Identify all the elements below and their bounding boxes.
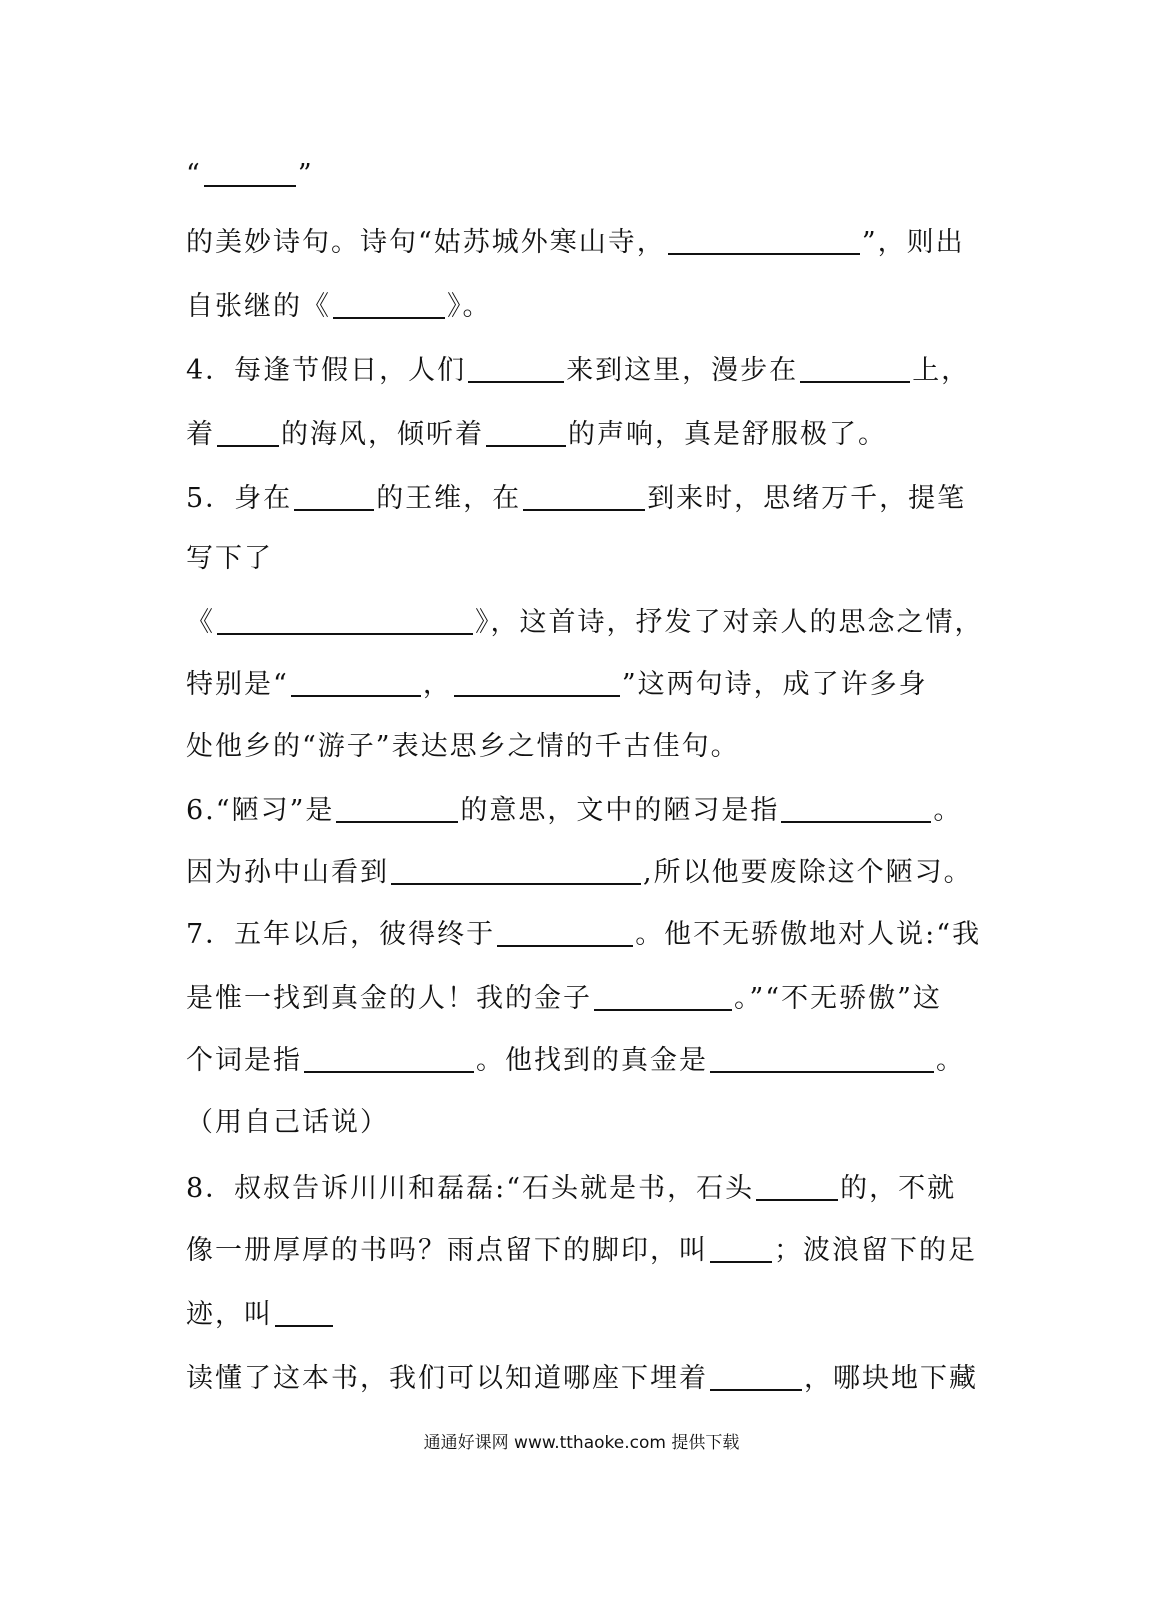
text-line-3 bbox=[186, 282, 966, 332]
blank-11-2[interactable] bbox=[781, 791, 931, 823]
line-5-pre: 着 bbox=[186, 419, 215, 450]
line-4-mid1: 来到这里，漫步在 bbox=[566, 355, 799, 386]
line-12-pre: 因为孙中山看到 bbox=[186, 857, 389, 888]
line-15-post: 。 bbox=[936, 1045, 965, 1076]
page-footer: 通通好课网 www.tthaoke.com 提供下载 bbox=[423, 1433, 740, 1453]
line-20-pre: 读懂了这本书，我们可以知道哪座下埋着 bbox=[186, 1363, 708, 1394]
line-1-pre: “ bbox=[186, 159, 202, 190]
line-11-mid1: 的意思，文中的陋习是指 bbox=[460, 795, 780, 826]
text-line-8 bbox=[186, 598, 984, 648]
line-6-post: 到来时，思绪万千，提笔 bbox=[647, 483, 967, 514]
line-5-mid1: 的海风，倾听着 bbox=[281, 419, 484, 450]
line-8-pre: 《 bbox=[186, 607, 215, 638]
blank-9-2[interactable] bbox=[454, 665, 620, 697]
line-11-pre: 6.“陋习”是 bbox=[186, 795, 335, 826]
line-18-pre: 像一册厚厚的书吗？雨点留下的脚印，叫 bbox=[186, 1235, 708, 1266]
text-line-1 bbox=[186, 150, 966, 200]
blank-15-1[interactable] bbox=[304, 1041, 474, 1073]
text-line-11 bbox=[186, 786, 966, 836]
text-line-6 bbox=[186, 474, 966, 524]
text-line-7 bbox=[186, 534, 966, 584]
blank-18-1[interactable] bbox=[710, 1231, 772, 1263]
line-15-mid1: 。他找到的真金是 bbox=[476, 1045, 708, 1076]
line-5-post: 的声响，真是舒服极了。 bbox=[568, 419, 887, 450]
blank-6-1[interactable] bbox=[294, 479, 374, 511]
blank-4-2[interactable] bbox=[800, 351, 910, 383]
blank-1-1[interactable] bbox=[204, 155, 296, 187]
line-17-post: 的，不就 bbox=[840, 1173, 957, 1204]
blank-5-1[interactable] bbox=[217, 415, 279, 447]
text-line-15 bbox=[186, 1036, 966, 1086]
text-line-19 bbox=[186, 1290, 966, 1340]
text-line-12 bbox=[186, 848, 973, 898]
blank-19-1[interactable] bbox=[275, 1295, 333, 1327]
blank-6-2[interactable] bbox=[523, 479, 645, 511]
line-1-post: ” bbox=[297, 159, 314, 190]
line-6-mid1: 的王维，在 bbox=[376, 483, 522, 514]
line-19-pre: 迹，叫 bbox=[186, 1299, 273, 1330]
line-4-post: 上， bbox=[912, 355, 971, 386]
blank-15-2[interactable] bbox=[710, 1041, 934, 1073]
blank-13-1[interactable] bbox=[497, 915, 633, 947]
text-line-10 bbox=[186, 722, 966, 772]
blank-5-2[interactable] bbox=[486, 415, 566, 447]
line-2-post: ”，则出 bbox=[861, 227, 965, 258]
line-2-pre: 的美妙诗句。诗句“姑苏城外寒山寺， bbox=[186, 227, 666, 258]
line-10-text: 处他乡的“游子”表达思乡之情的千古佳句。 bbox=[186, 731, 740, 762]
blank-20-1[interactable] bbox=[710, 1359, 802, 1391]
text-line-2 bbox=[186, 218, 966, 268]
line-9-post: ”这两句诗，成了许多身 bbox=[621, 669, 928, 700]
line-16-text: （用自己话说） bbox=[186, 1107, 389, 1138]
blank-9-1[interactable] bbox=[291, 665, 421, 697]
line-6-pre: 5．身在 bbox=[186, 483, 293, 514]
text-line-18 bbox=[186, 1226, 977, 1276]
line-9-pre: 特别是“ bbox=[186, 669, 289, 700]
line-8-post: 》，这首诗，抒发了对亲人的思念之情， bbox=[475, 607, 984, 638]
line-13-pre: 7．五年以后，彼得终于 bbox=[186, 919, 496, 950]
line-11-post: 。 bbox=[933, 795, 963, 826]
text-line-17 bbox=[186, 1164, 966, 1214]
line-15-pre: 个词是指 bbox=[186, 1045, 302, 1076]
line-14-post: 。”“不无骄傲”这 bbox=[734, 983, 942, 1014]
blank-4-1[interactable] bbox=[468, 351, 564, 383]
line-14-pre: 是惟一找到真金的人！我的金子 bbox=[186, 983, 592, 1014]
blank-17-1[interactable] bbox=[756, 1169, 838, 1201]
blank-8-1[interactable] bbox=[217, 603, 473, 635]
text-line-4 bbox=[186, 346, 971, 396]
blank-12-1[interactable] bbox=[391, 853, 641, 885]
line-20-post: ，哪块地下藏 bbox=[804, 1363, 978, 1394]
line-17-pre: 8．叔叔告诉川川和磊磊:“石头就是书，石头 bbox=[186, 1173, 755, 1204]
line-18-post: ；波浪留下的足 bbox=[774, 1235, 977, 1266]
text-line-16 bbox=[186, 1098, 966, 1148]
blank-14-1[interactable] bbox=[594, 979, 732, 1011]
blank-2-1[interactable] bbox=[668, 223, 860, 255]
text-line-14 bbox=[186, 974, 966, 1024]
line-13-post: 。他不无骄傲地对人说:“我 bbox=[635, 919, 982, 950]
text-line-13 bbox=[186, 910, 982, 960]
text-line-20 bbox=[186, 1354, 978, 1404]
blank-3-1[interactable] bbox=[333, 287, 445, 319]
line-3-post: 》。 bbox=[447, 291, 492, 322]
line-12-post: ,所以他要废除这个陋习。 bbox=[643, 857, 973, 888]
line-9-mid1: ， bbox=[422, 669, 452, 700]
line-7-text: 写下了 bbox=[186, 543, 273, 574]
blank-11-1[interactable] bbox=[336, 791, 458, 823]
text-line-5 bbox=[186, 410, 966, 460]
line-3-pre: 自张继的《 bbox=[186, 291, 331, 322]
line-4-pre: 4．每逢节假日，人们 bbox=[186, 355, 467, 386]
text-line-9 bbox=[186, 660, 966, 710]
